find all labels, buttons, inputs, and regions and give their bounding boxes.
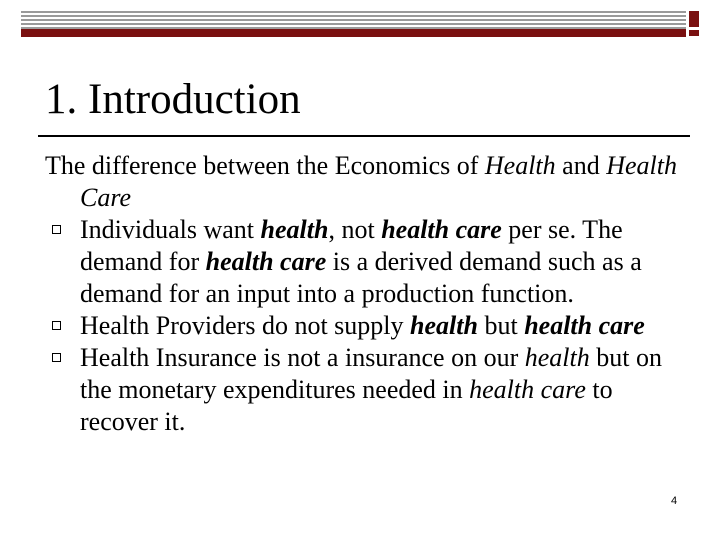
page-number: 4 — [671, 495, 678, 507]
hollow-square-icon — [52, 353, 61, 362]
slide-title: 1. Introduction — [45, 76, 301, 123]
bullet-emphasis: health care — [205, 247, 327, 276]
band-corner-block-bottom — [689, 30, 699, 36]
bullet-text: per se. The demand for — [80, 215, 623, 276]
bullet-text: Health Providers do not supply — [80, 311, 411, 340]
bullet-emphasis: health care — [524, 311, 645, 340]
bullet-list — [45, 214, 695, 438]
bullet-item-1 — [45, 214, 695, 310]
bullet-text: is a derived demand such as a demand for an input into a production function. — [80, 247, 642, 308]
bullet-text: but — [477, 311, 525, 340]
bullet-item-3 — [45, 342, 695, 438]
hollow-square-icon — [52, 225, 61, 234]
hollow-square-icon — [52, 321, 61, 330]
intro-text: The difference between the Economics of — [45, 151, 485, 180]
band-corner-block-top — [689, 11, 699, 27]
band-accent-bar — [21, 29, 686, 37]
bullet-text: to recover it. — [80, 375, 613, 436]
intro-paragraph — [45, 150, 695, 214]
title-underline — [38, 135, 690, 137]
bullet-text: Health Insurance is not a insurance on our — [80, 343, 525, 372]
intro-emphasis-health: Health — [484, 151, 556, 180]
bullet-emphasis: health — [260, 215, 329, 244]
bullet-text: Individuals want — [80, 215, 261, 244]
intro-text-and: and — [555, 151, 607, 180]
bullet-emphasis: health care — [381, 215, 502, 244]
bullet-text: but on the monetary expenditures needed in — [80, 343, 662, 404]
bullet-item-2 — [45, 310, 695, 342]
bullet-text: , not — [328, 215, 382, 244]
bullet-emphasis: health care — [469, 375, 586, 404]
bullet-emphasis: health — [410, 311, 478, 340]
top-decorative-band — [21, 11, 686, 37]
intro-emphasis-health-care: Health Care — [80, 151, 677, 212]
bullet-emphasis: health — [524, 343, 590, 372]
slide-body — [45, 150, 695, 438]
